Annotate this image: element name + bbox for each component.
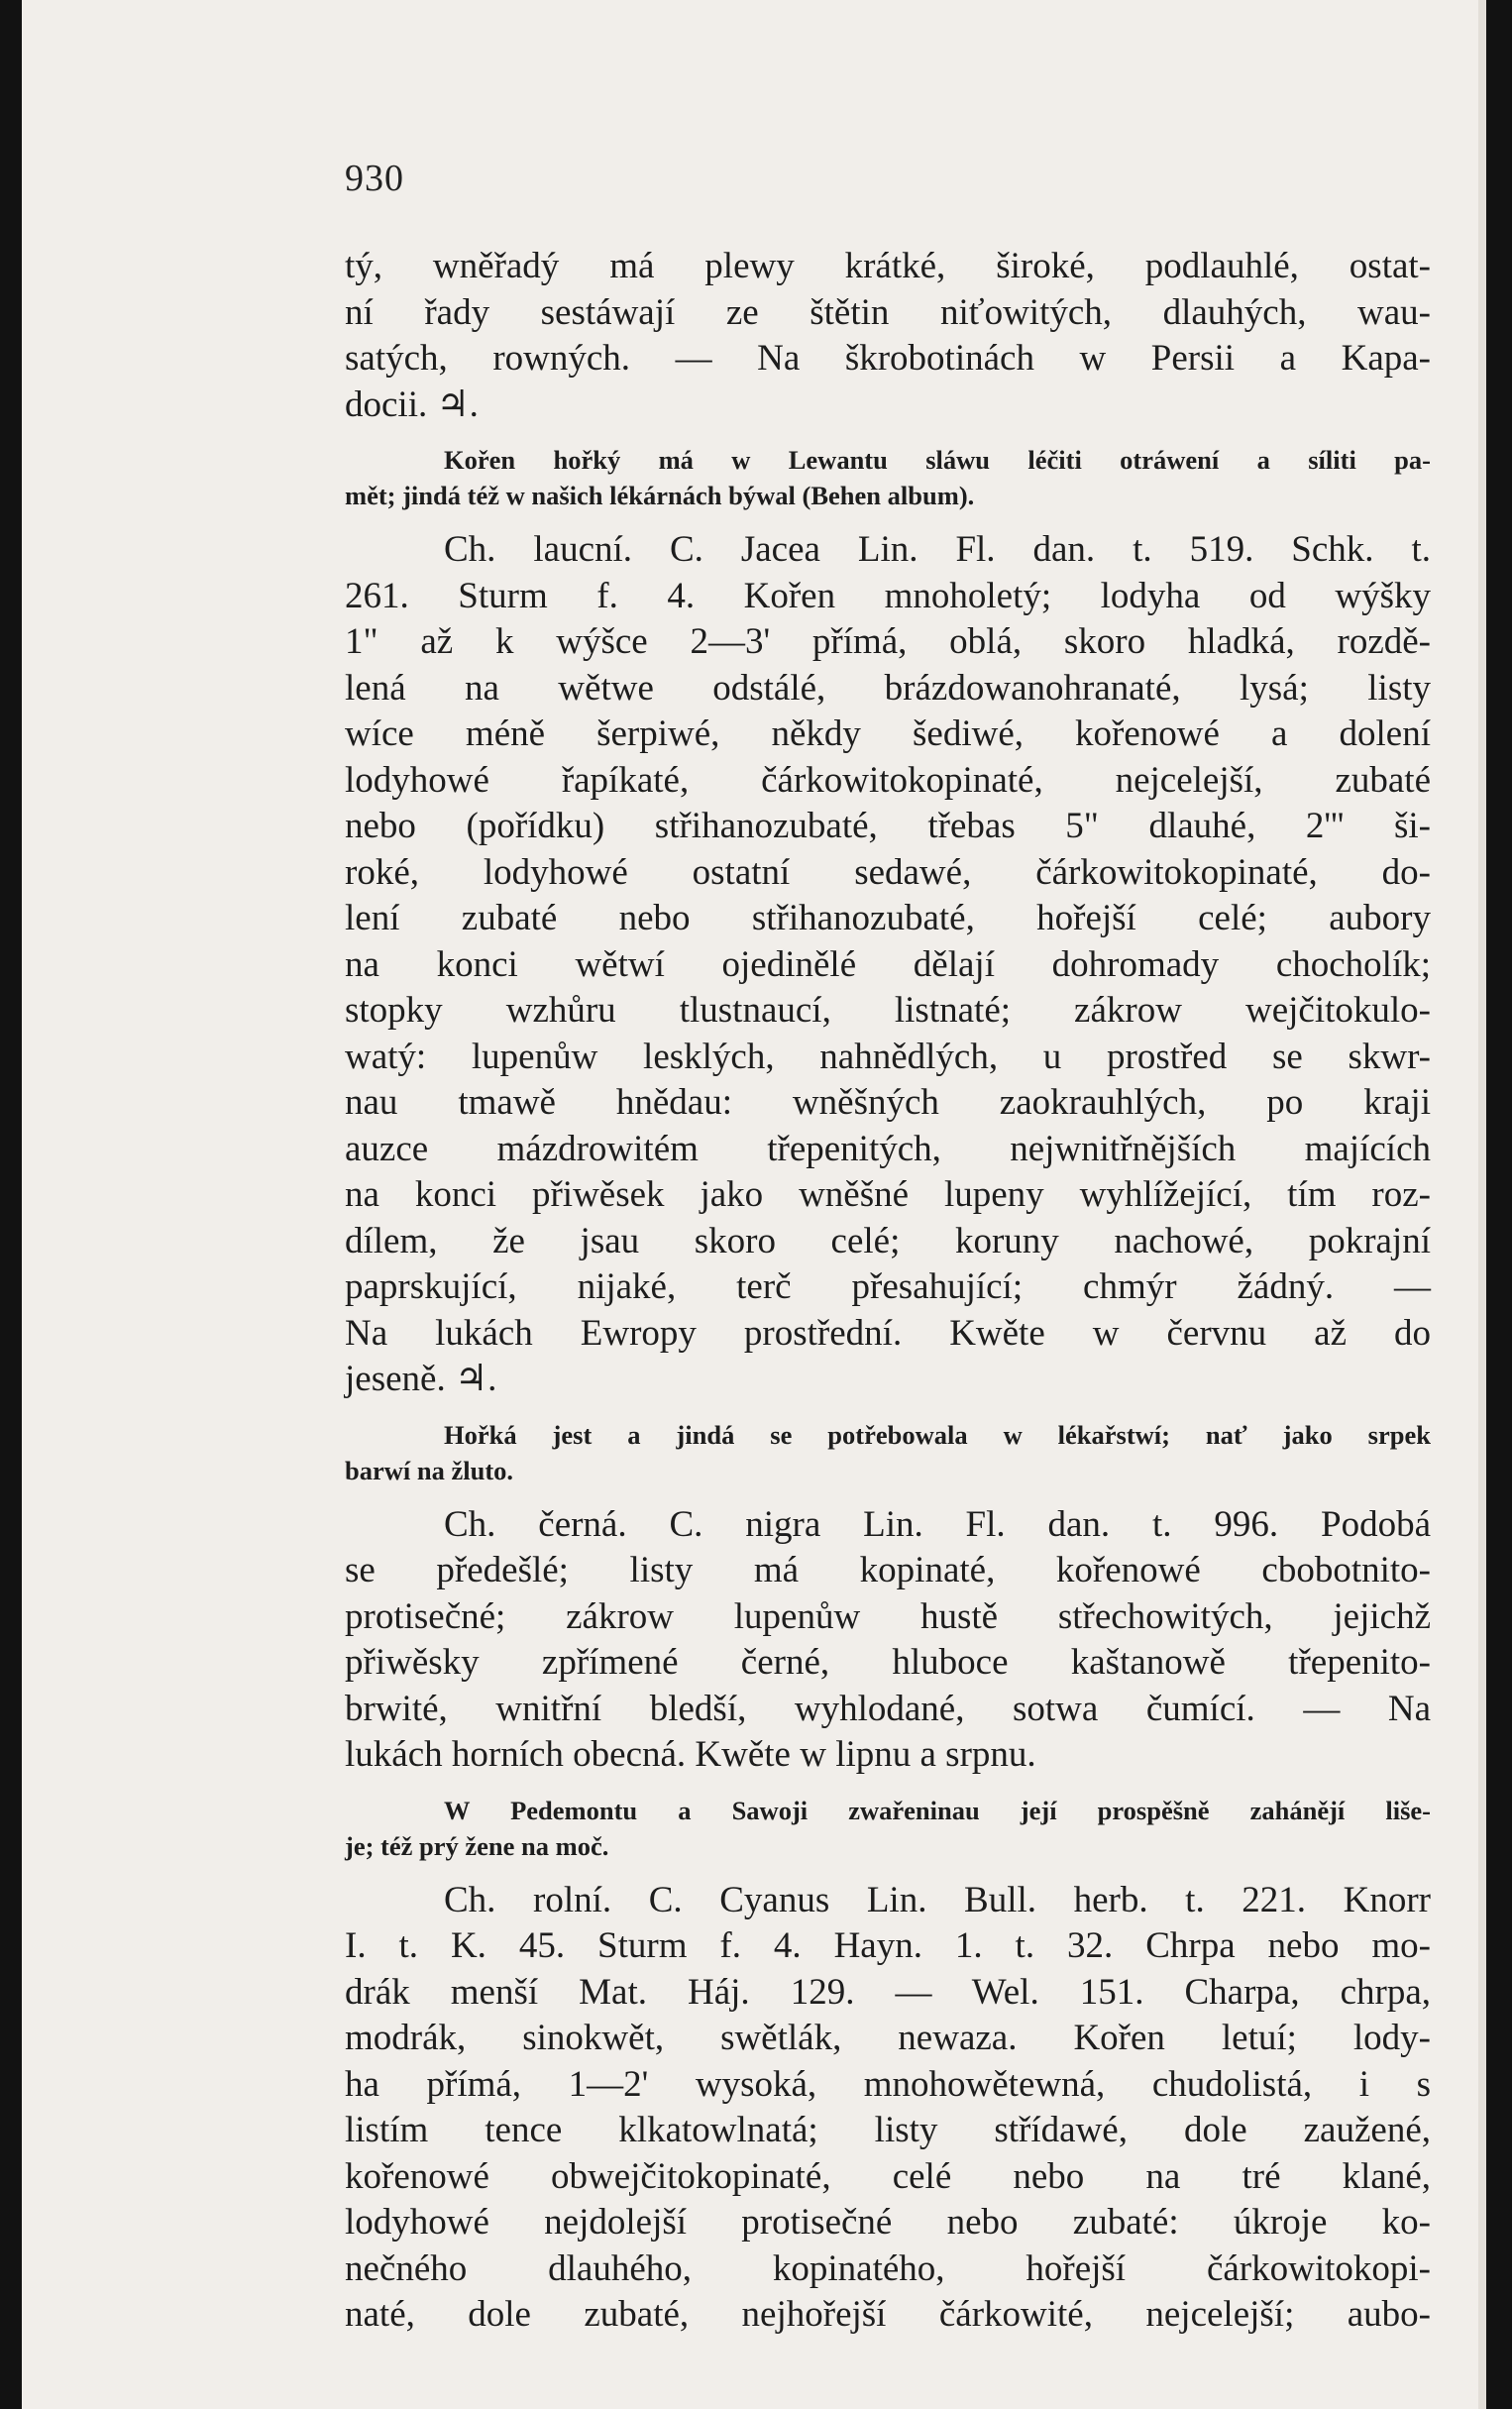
text-line: Na lukách Ewropy prostřední. Kwěte w červnu až do — [345, 1312, 1431, 1354]
text-line: stopky wzhůru tlustnaucí, listnaté; zákrow wejčitokulo- — [345, 990, 1431, 1031]
text-line: jeseně. ♃. — [345, 1359, 497, 1399]
text-line: nau tmawě hnědau: wněšných zaokrauhlých, po kraji — [345, 1082, 1431, 1123]
text-line: docii. ♃. — [345, 383, 479, 425]
book-page — [22, 0, 1486, 2409]
page-number: 930 — [345, 158, 404, 199]
text-line: na konci wětwí ojedinělé dělají dohromady chocholík; — [345, 943, 1431, 985]
text-line: lená na wětwe odstálé, brázdowanohranaté, lysá; listy — [345, 667, 1431, 709]
text-line: naté, dole zubaté, nejhořejší čárkowité, nejcelejší; aubo- — [345, 2294, 1431, 2335]
text-line: tý, wněřadý má plewy krátké, široké, podlauhlé, ostat- — [345, 246, 1431, 286]
note-line: barwí na žluto. — [345, 1455, 514, 1485]
text-line: I. t. K. 45. Sturm f. 4. Hayn. 1. t. 32. Chrpa nebo mo- — [345, 1925, 1431, 1966]
note-line: mět; jindá též w našich lékárnách býwal (Behen album). — [345, 481, 975, 510]
text-line: nečného dlauhého, kopinatého, hořejší čárkowitokopi- — [345, 2247, 1431, 2289]
text-body — [345, 244, 1431, 2339]
paragraph-gap — [345, 1488, 1431, 1502]
text-line: brwité, wnitřní bledší, wyhlodané, sotwa čumící. — Na — [345, 1688, 1431, 1729]
paragraph-gap — [345, 1864, 1431, 1878]
text-line: drák menší Mat. Háj. 129. — Wel. 151. Charpa, chrpa, — [345, 1971, 1431, 2013]
paragraph-gap — [345, 1779, 1431, 1793]
text-line: listím tence klkatowlnatá; listy střídawé, dole zaužené, — [345, 2110, 1431, 2150]
text-line: ha přímá, 1—2' wysoká, mnohowětewná, chudolistá, i s — [345, 2063, 1431, 2105]
text-line: paprskující, nijaké, terč přesahující; chmýr žádný. — — [345, 1266, 1431, 1307]
note-line: je; též prý žene na moč. — [345, 1830, 609, 1861]
paragraph-gap — [345, 1403, 1431, 1417]
text-line: dílem, že jsau skoro celé; koruny nachowé, pokrajní — [345, 1220, 1431, 1261]
text-line: 261. Sturm f. 4. Kořen mnoholetý; lodyha od wýšky — [345, 575, 1431, 616]
text-line: ní řady sestáwají ze štětin niťowitých, dlauhých, wau- — [345, 291, 1431, 333]
paragraph-gap — [345, 513, 1431, 527]
page-edge — [1478, 0, 1486, 2409]
text-line: auzce mázdrowitém třepenitých, nejwnitřnějších majících — [345, 1128, 1431, 1169]
note-line: Hořká jest a jindá se potřebowala w lékařstwí; nať jako srpek — [444, 1419, 1431, 1450]
paragraph-gap — [345, 428, 1431, 442]
text-line: wíce méně šerpiwé, někdy šediwé, kořenowé a dolení — [345, 713, 1431, 754]
text-line: přiwěsky zpřímené černé, hluboce kaštanowě třepenito- — [345, 1642, 1431, 1683]
text-line: lodyhowé řapíkaté, čárkowitokopinaté, nejcelejší, zubaté — [345, 759, 1431, 801]
text-line: lodyhowé nejdolejší protisečné nebo zubaté: úkroje ko- — [345, 2202, 1431, 2243]
text-line: modrák, sinokwět, swětlák, newaza. Kořen letuí; lody- — [345, 2018, 1431, 2058]
text-line: protisečné; zákrow lupenůw hustě střechowitých, jejichž — [345, 1595, 1431, 1637]
note-line: W Pedemontu a Sawoji zwařeninau její prospěšně zahánějí liše- — [444, 1795, 1431, 1825]
text-line: Ch. černá. C. nigra Lin. Fl. dan. t. 996. Podobá — [444, 1503, 1431, 1545]
text-line: satých, rowných. — Na škrobotinách w Persii a Kapa- — [345, 338, 1431, 379]
text-line: roké, lodyhowé ostatní sedawé, čárkowitokopinaté, do- — [345, 851, 1431, 893]
text-line: 1" až k wýšce 2—3' přímá, oblá, skoro hladká, rozdě- — [345, 621, 1431, 662]
text-line: Ch. rolní. C. Cyanus Lin. Bull. herb. t. 221. Knorr — [444, 1879, 1431, 1920]
text-line: kořenowé obwejčitokopinaté, celé nebo na tré klané, — [345, 2155, 1431, 2197]
note-line: Kořen hořký má w Lewantu sláwu léčiti otráwení a síliti pa- — [444, 445, 1431, 475]
text-line: nebo (pořídku) střihanozubaté, třebas 5" dlauhé, 2''' ši- — [345, 806, 1431, 846]
text-line: se předešlé; listy má kopinaté, kořenowé cbobotnito- — [345, 1550, 1431, 1590]
text-line: na konci přiwěsek jako wněšné lupeny wyhlížející, tím roz- — [345, 1174, 1431, 1215]
text-line: lukách horních obecná. Kwěte w lipnu a srpnu. — [345, 1734, 1036, 1775]
text-line: lení zubaté nebo střihanozubaté, hořejší celé; aubory — [345, 898, 1431, 938]
text-line: watý: lupenůw lesklých, nahnědlých, u prostřed se skwr- — [345, 1036, 1431, 1077]
text-line: Ch. laucní. C. Jacea Lin. Fl. dan. t. 519. Schk. t. — [444, 529, 1431, 570]
